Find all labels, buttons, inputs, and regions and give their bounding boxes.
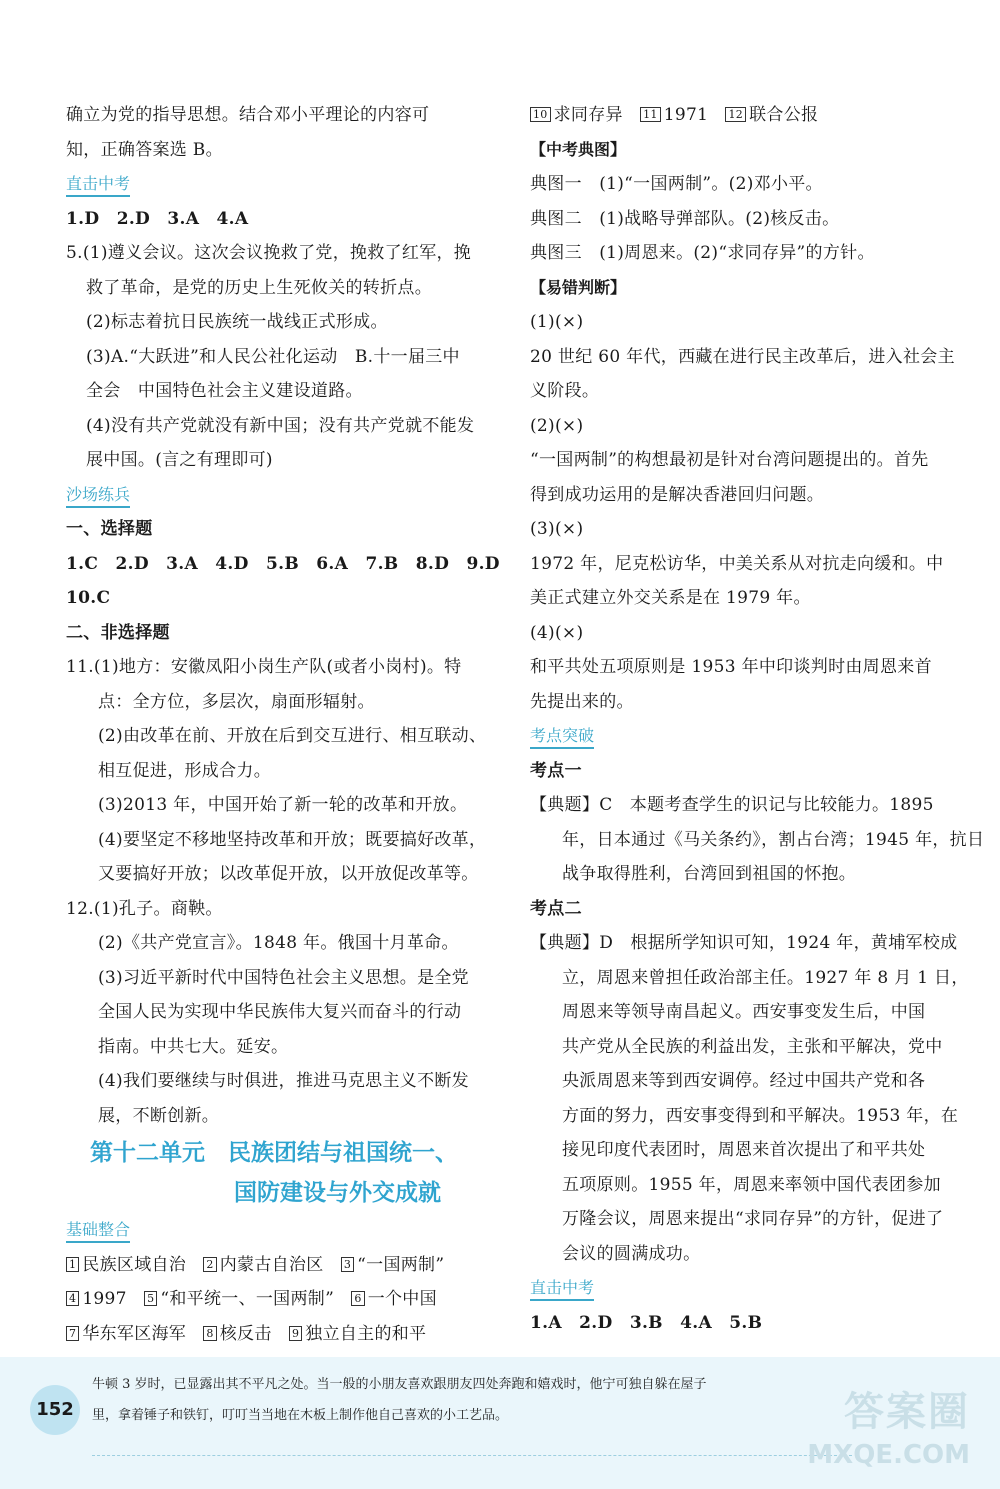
- item-text: 联合公报: [749, 105, 819, 125]
- item-number: 10: [530, 107, 551, 122]
- watermark: 答案圈: [844, 1389, 970, 1435]
- item-text: 求同存异: [553, 105, 641, 125]
- text-line: (2)《共产党宣言》。1848 年。俄国十月革命。: [98, 933, 459, 953]
- text-line: 11.(1)地方：安徽凤阳小岗生产队(或者小岗村)。特: [66, 657, 462, 677]
- item-number: 7: [66, 1326, 79, 1341]
- text-line: 确立为党的指导思想。结合邓小平理论的内容可: [66, 105, 430, 125]
- text-line: 全会 中国特色社会主义建设道路。: [86, 381, 363, 401]
- subheading: 一、选择题: [66, 519, 153, 539]
- text-line: (3)习近平新时代中国特色社会主义思想。是全党: [98, 967, 469, 988]
- text-line: 指南。中共七大。延安。: [98, 1036, 289, 1057]
- unit-title: 国防建设与外交成就: [234, 1180, 441, 1206]
- text-line: (4)我们要继续与时俱进，推进马克思主义不断发: [98, 1071, 469, 1091]
- item-text: 1971: [663, 105, 726, 125]
- item-number: 4: [66, 1291, 79, 1306]
- item-text: 内蒙古自治区: [219, 1254, 341, 1275]
- text-line: 20 世纪 60 年代，西藏在进行民主改革后，进入社会主: [530, 346, 955, 367]
- subheading: 考点二: [530, 898, 582, 919]
- text-line: 12.(1)孔子。商鞅。: [66, 898, 223, 919]
- answer-line: 1.D 2.D 3.A 4.A: [66, 208, 249, 229]
- section-heading: 考点突破: [530, 719, 960, 754]
- text-line: 点：全方位，多层次，扇面形辐射。: [98, 691, 375, 712]
- footer-text: 里，拿着锤子和铁钉，叮叮当当地在木板上制作他自己喜欢的小工艺品。: [92, 1408, 509, 1423]
- item-text: 1997: [82, 1289, 145, 1309]
- item-text: 华东军区海军: [82, 1323, 204, 1344]
- item-number: 2: [203, 1257, 216, 1272]
- text-line: (2)由改革在前、开放在后到交互进行、相互联动、: [98, 726, 487, 746]
- text-line: 央派周恩来等到西安调停。经过中国共产党和各: [562, 1071, 926, 1091]
- section-heading: 直击中考: [66, 167, 496, 202]
- text-line: 展中国。(言之有理即可): [86, 450, 273, 470]
- item-number: 8: [203, 1326, 216, 1341]
- text-line: (4)没有共产党就没有新中国；没有共产党就不能发: [86, 415, 475, 436]
- footer-text: 牛顿 3 岁时，已显露出其不平凡之处。当一般的小朋友喜欢跟朋友四处奔跑和嬉戏时，他宁可独自躲在屋子: [92, 1377, 707, 1392]
- text-line: 【典题】D 根据所学知识可知，1924 年，黄埔军校成: [530, 933, 958, 953]
- section-heading: 沙场练兵: [66, 478, 496, 513]
- numbered-line: [530, 98, 960, 133]
- text-line: 得到成功运用的是解决香港回归问题。: [530, 484, 825, 505]
- text-line: 义阶段。: [530, 381, 600, 401]
- unit-title: 第十二单元 民族团结与祖国统一、: [90, 1140, 458, 1166]
- text-line: 典图一 (1)“一国两制”。(2)邓小平。: [530, 174, 823, 194]
- numbered-line: [66, 1317, 496, 1352]
- answer-line: 10.C: [66, 588, 111, 608]
- text-line: (3)(×): [530, 519, 584, 539]
- item-text: 独立自主的和平: [305, 1323, 427, 1344]
- text-line: 立，周恩来曾担任政治部主任。1927 年 8 月 1 日，: [562, 967, 969, 988]
- item-number: 3: [341, 1257, 354, 1272]
- text-line: (2)标志着抗日民族统一战线正式形成。: [86, 312, 388, 332]
- item-text: “一国两制”: [357, 1254, 445, 1275]
- text-line: 方面的努力，西安事变得到和平解决。1953 年，在: [562, 1105, 959, 1126]
- item-text: 核反击: [219, 1323, 289, 1344]
- text-line: (4)(×): [530, 622, 584, 643]
- subheading: 考点一: [530, 760, 582, 781]
- text-line: 共产党从全民族的利益出发，主张和平解决，党中: [562, 1036, 943, 1057]
- page-number: 152: [30, 1385, 80, 1435]
- text-line: 和平共处五项原则是 1953 年中印谈判时由周恩来首: [530, 657, 932, 677]
- section-heading: 直击中考: [530, 1271, 960, 1306]
- text-line: 5.(1)遵义会议。这次会议挽救了党，挽救了红军，挽: [66, 243, 472, 263]
- text-line: 相互促进，形成合力。: [98, 760, 271, 781]
- item-number: 12: [725, 107, 746, 122]
- watermark-url: MXQE.COM: [807, 1440, 970, 1470]
- text-line: (4)要坚定不移地坚持改革和开放；既要搞好改革，: [98, 829, 487, 850]
- item-number: 5: [144, 1291, 157, 1306]
- numbered-line: [66, 1248, 496, 1283]
- answer-line: 1.C 2.D 3.A 4.D 5.B 6.A 7.B 8.D 9.D: [66, 553, 500, 574]
- text-line: (2)(×): [530, 415, 584, 436]
- footer-divider: [92, 1455, 852, 1456]
- text-line: (3)A.“大跃进”和人民公社化运动 B.十一届三中: [86, 346, 460, 367]
- text-line: 周恩来等领导南昌起义。西安事变发生后，中国: [562, 1002, 926, 1022]
- subheading: 二、非选择题: [66, 622, 170, 643]
- text-line: 救了革命，是党的历史上生死攸关的转折点。: [86, 277, 432, 298]
- text-line: 美正式建立外交关系是在 1979 年。: [530, 588, 811, 608]
- text-line: 会议的圆满成功。: [562, 1243, 701, 1264]
- item-number: 11: [640, 107, 661, 122]
- item-text: 一个中国: [367, 1289, 437, 1309]
- text-line: “一国两制”的构想最初是针对台湾问题提出的。首先: [530, 450, 929, 470]
- text-line: 五项原则。1955 年，周恩来率领中国代表团参加: [562, 1174, 941, 1195]
- item-text: 民族区域自治: [82, 1254, 204, 1275]
- text-line: 知，正确答案选 B。: [66, 139, 223, 160]
- text-line: 【典题】C 本题考查学生的识记与比较能力。1895: [530, 795, 934, 815]
- item-number: 9: [289, 1326, 302, 1341]
- text-line: 先提出来的。: [530, 691, 634, 712]
- item-number: 6: [351, 1291, 364, 1306]
- text-line: 展，不断创新。: [98, 1105, 220, 1126]
- text-line: 全国人民为实现中华民族伟大复兴而奋斗的行动: [98, 1002, 462, 1022]
- text-line: 典图三 (1)周恩来。(2)“求同存异”的方针。: [530, 243, 875, 263]
- numbered-line: [66, 1282, 496, 1317]
- item-text: “和平统一、一国两制”: [160, 1289, 352, 1309]
- text-line: 1972 年，尼克松访华，中美关系从对抗走向缓和。中: [530, 553, 944, 574]
- bracket-heading: 【中考典图】: [530, 139, 627, 159]
- text-line: (1)(×): [530, 312, 584, 332]
- text-line: 万隆会议，周恩来提出“求同存异”的方针，促进了: [562, 1209, 944, 1229]
- right-column: [530, 98, 985, 1340]
- text-line: 年，日本通过《马关条约》，割占台湾；1945 年，抗日: [562, 829, 985, 850]
- answer-line: 1.A 2.D 3.B 4.A 5.B: [530, 1312, 763, 1333]
- text-line: 典图二 (1)战略导弹部队。(2)核反击。: [530, 208, 840, 229]
- item-number: 1: [66, 1257, 79, 1272]
- left-column: [66, 98, 500, 1351]
- text-line: 又要搞好开放；以改革促开放，以开放促改革等。: [98, 864, 479, 884]
- text-line: (3)2013 年，中国开始了新一轮的改革和开放。: [98, 795, 468, 815]
- text-line: 接见印度代表团时，周恩来首次提出了和平共处: [562, 1140, 926, 1160]
- section-heading: 基础整合: [66, 1213, 496, 1248]
- bracket-heading: 【易错判断】: [530, 277, 627, 297]
- text-line: 战争取得胜利，台湾回到祖国的怀抱。: [562, 864, 857, 884]
